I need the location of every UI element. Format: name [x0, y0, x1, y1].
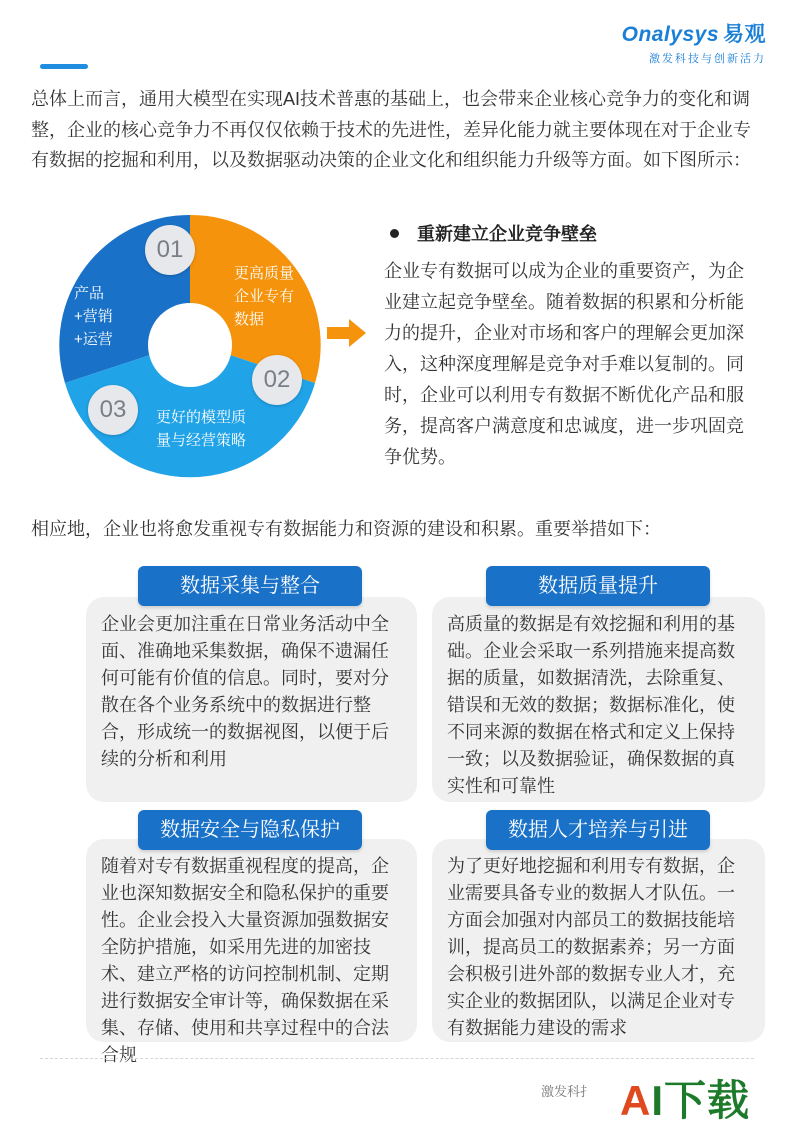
card-title-data-quality: 数据质量提升	[486, 566, 710, 606]
logo-text: nalysys	[638, 23, 719, 46]
watermark-a: A	[620, 1077, 652, 1124]
cycle-number-01: 01	[145, 225, 195, 275]
bullet-heading-text: 重新建立企业竞争壁垒	[417, 224, 597, 244]
card-body: 随着对专有数据重视程度的提高，企业也深知数据安全和隐私保护的重要性。企业会投入大量资源加强数据安全防护措施，如采用先进的加密技术、建立严格的访问控制机制、定期进行数据安全审计等，确保数据在采集、存储、使用和共享过程中的合法合规	[101, 856, 389, 1065]
watermark-logo	[620, 1068, 750, 1128]
card-body: 企业会更加注重在日常业务活动中全面、准确地采集数据，确保不遗漏任何可能有价值的信息。同时，要对分散在各个业务系统中的数据进行整合，形成统一的数据视图，以便于后续的分析和利用	[101, 614, 389, 769]
card-title-data-security: 数据安全与隐私保护	[138, 810, 362, 850]
header-accent-bar	[40, 64, 88, 69]
bullet-dot-icon	[390, 229, 399, 238]
cycle-number-02: 02	[252, 355, 302, 405]
cycle-step-03-label: 更好的模型质量与经营策略	[156, 409, 247, 449]
card-title-data-talent: 数据人才培养与引进	[486, 810, 710, 850]
bullet-heading	[384, 216, 754, 250]
card-body: 高质量的数据是有效挖掘和利用的基础。企业会采取一系列措施来提高数据的质量，如数据清洗，去除重复、错误和无效的数据；数据标准化，使不同来源的数据在格式和定义上保持一致；以及数据验证，确保数据的真实性和可靠性	[447, 614, 735, 796]
footer-tagline: 激发科扌	[541, 1084, 594, 1099]
logo-tagline: 激发科技与创新活力	[649, 53, 766, 65]
card-data-quality	[432, 597, 765, 802]
cycle-step-01-label: 产品+营销+运营	[74, 285, 113, 348]
logo-cn: 易观	[723, 23, 766, 46]
card-body: 为了更好地挖掘和利用专有数据，企业需要具备专业的数据人才队伍。一方面会加强对内部员工的数据技能培训，提高员工的数据素养；另一方面会积极引进外部的数据专业人才，充实企业的数据团队，以满足企业对专有数据能力建设的需求	[447, 856, 735, 1038]
right-arrow-icon	[327, 318, 367, 348]
card-data-security	[86, 839, 417, 1065]
card-data-collection	[86, 597, 417, 802]
card-title-data-collection: 数据采集与整合	[138, 566, 362, 606]
cycle-number-03: 03	[88, 385, 138, 435]
measures-lead-sentence: 相应地，企业也将愈发重视专有数据能力和资源的建设和积累。重要举措如下：	[31, 519, 661, 539]
watermark-rest: I下载	[651, 1077, 751, 1124]
competitive-barrier-section	[384, 216, 754, 473]
cycle-step-02-label: 更高质量企业专有数据	[234, 265, 295, 328]
footer-divider	[40, 1058, 754, 1059]
intro-paragraph: 总体上而言，通用大模型在实现AI技术普惠的基础上，也会带来企业核心竞争力的变化和调整，企业的核心竞争力不再仅仅依赖于技术的先进性，差异化能力就主要体现在对于企业专有数据的挖掘和利用，以及数据驱动决策的企业文化和组织能力升级等方面。如下图所示：	[31, 89, 751, 170]
bullet-body-text: 企业专有数据可以成为企业的重要资产，为企业建立起竞争壁垒。随着数据的积累和分析能力的提升，企业对市场和客户的理解会更加深入，这种深度理解是竞争对手难以复制的。同时，企业可以利用专有数据不断优化产品和服务，提高客户满意度和忠诚度，进一步巩固竞争优势。	[384, 261, 744, 467]
analysys-logo	[622, 18, 766, 66]
logo-mark: O	[621, 23, 639, 46]
card-data-talent	[432, 839, 765, 1042]
